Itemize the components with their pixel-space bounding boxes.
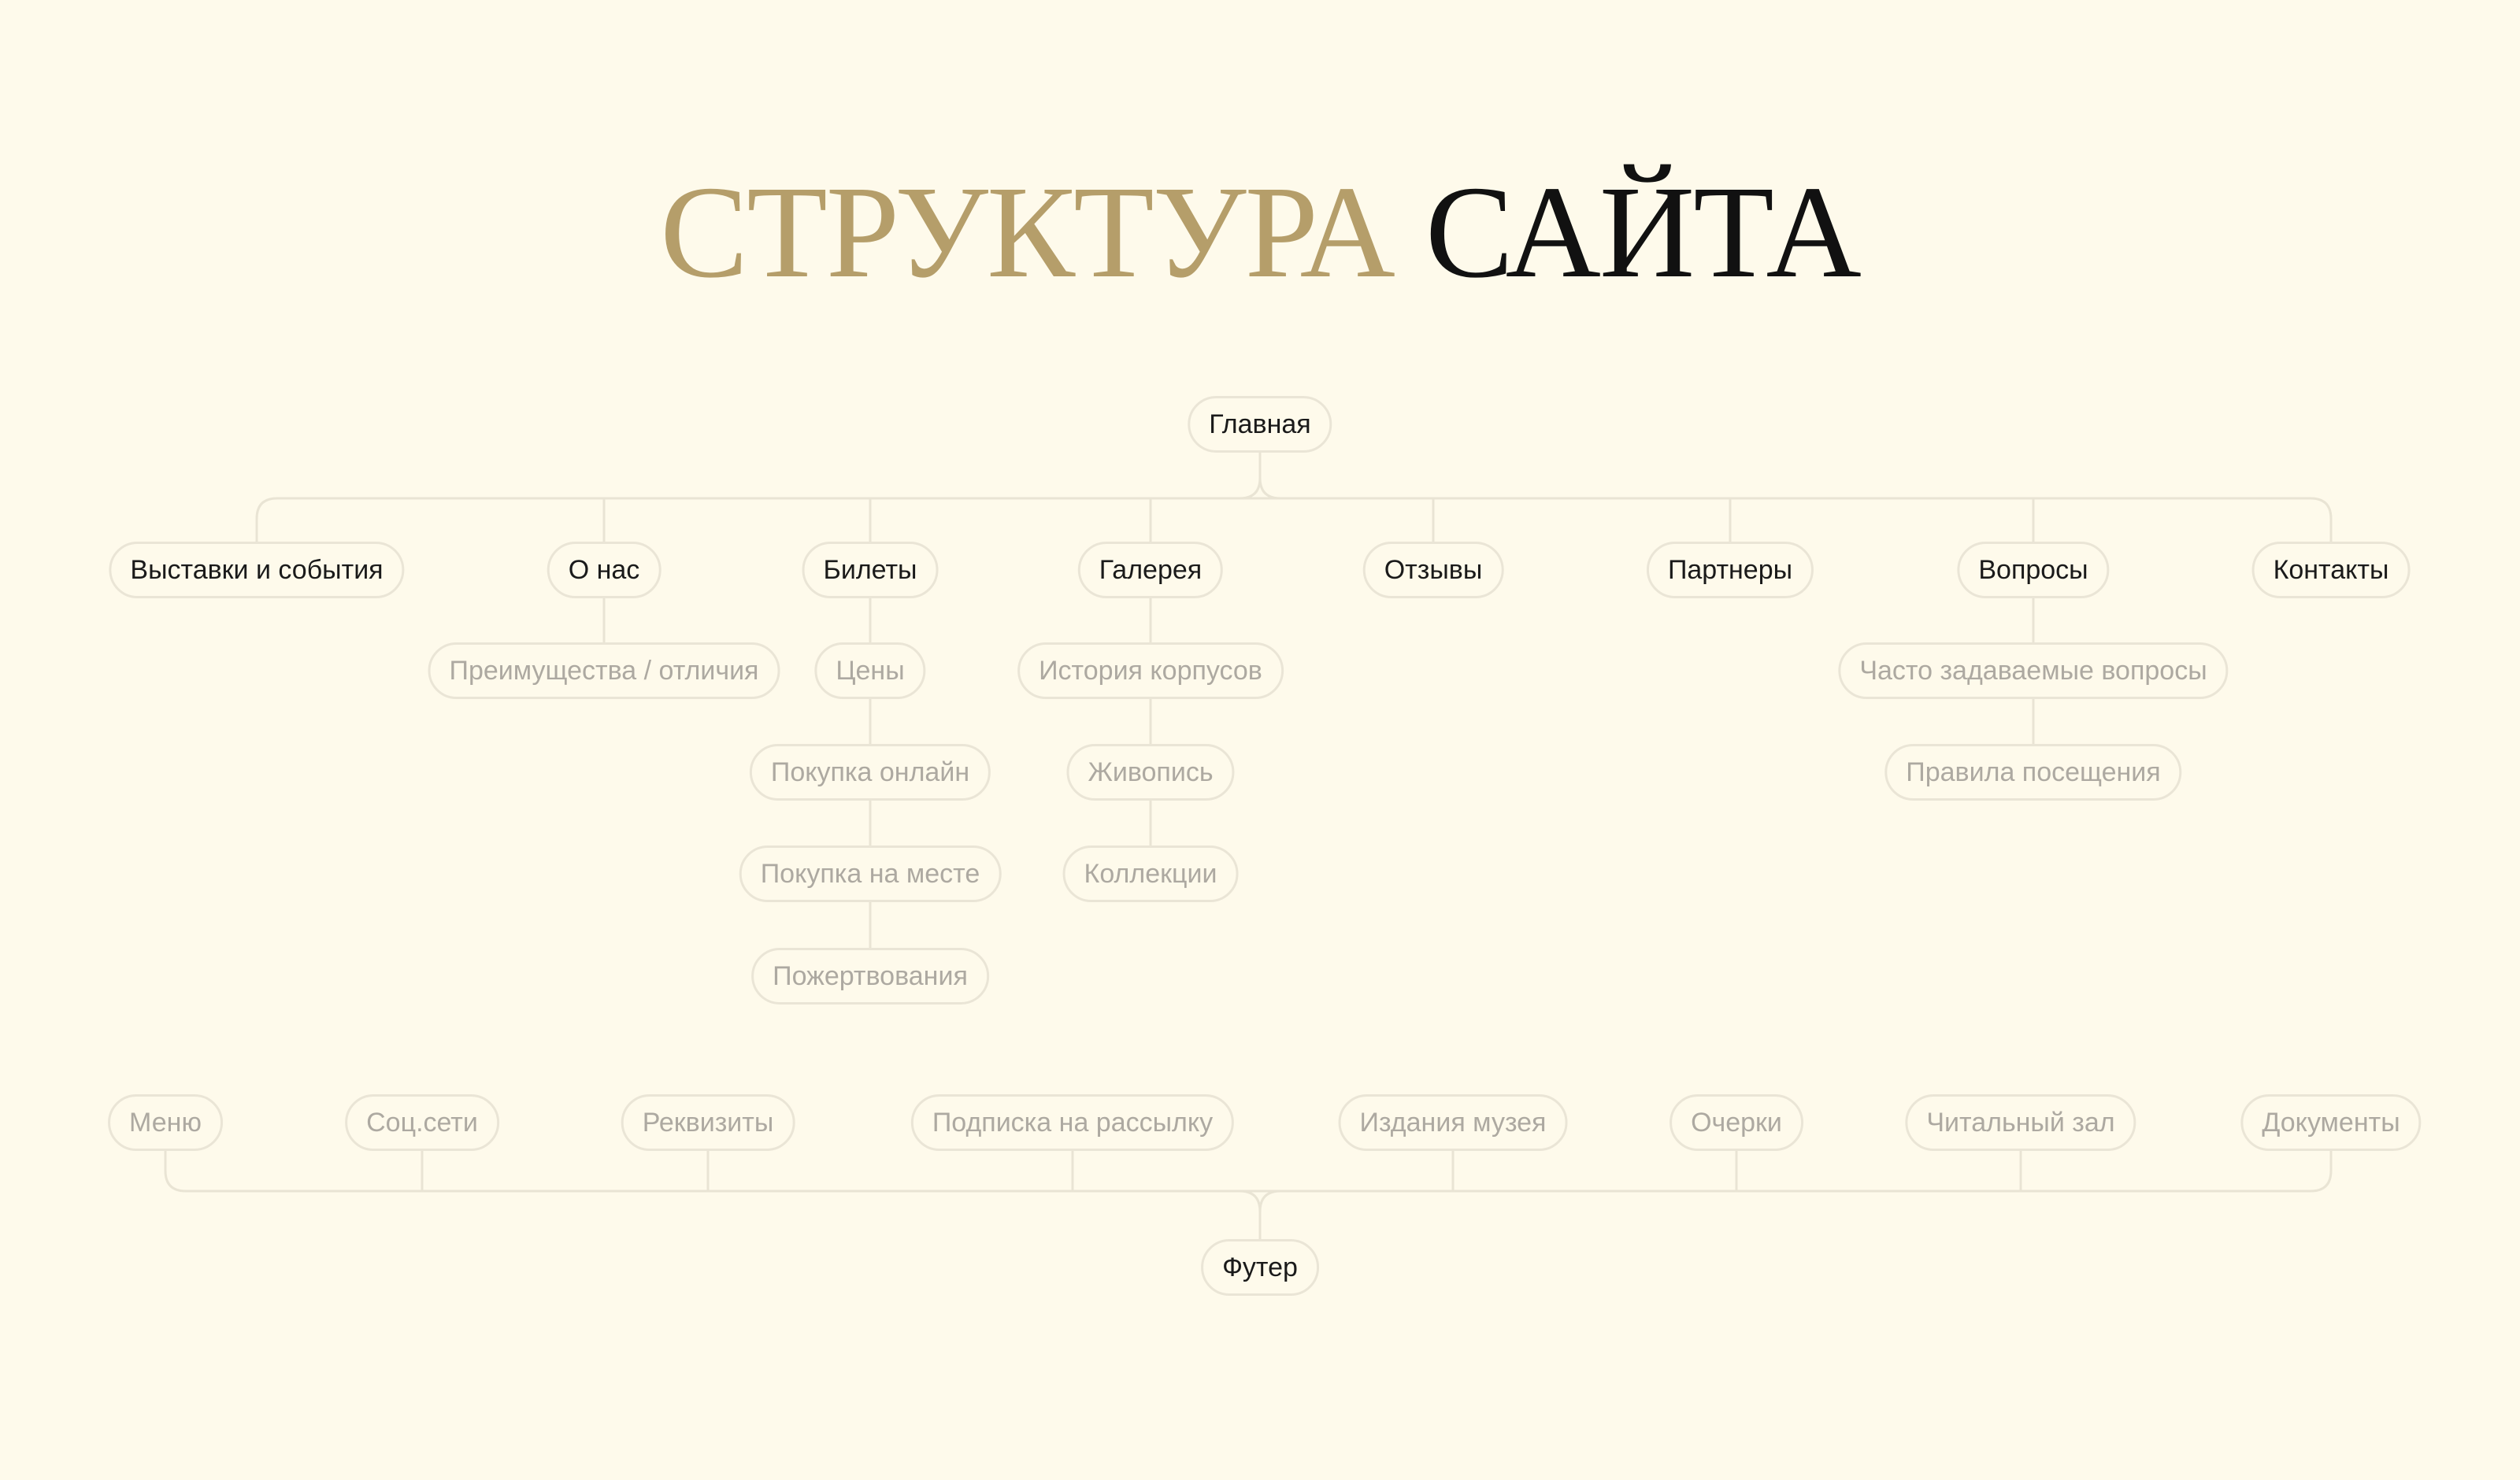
node-subpage: Правила посещения	[1884, 744, 2181, 801]
node-section: Контакты	[2252, 542, 2411, 598]
node-subpage: Преимущества / отличия	[428, 642, 780, 699]
node-footer-item: Читальный зал	[1905, 1094, 2136, 1151]
node-footer-item: Издания музея	[1339, 1094, 1568, 1151]
node-subpage: Покупка онлайн	[750, 744, 991, 801]
node-footer: Футер	[1201, 1239, 1319, 1296]
connector-line	[1240, 1191, 1260, 1239]
connector-line	[1260, 1191, 1280, 1212]
node-subpage: Цены	[814, 642, 925, 699]
node-section: Выставки и события	[109, 542, 404, 598]
node-footer-item: Документы	[2240, 1094, 2421, 1151]
title-dark: САЙТА	[1425, 159, 1860, 305]
node-root: Главная	[1188, 396, 1332, 453]
node-section: Вопросы	[1957, 542, 2109, 598]
node-subpage: Живопись	[1066, 744, 1234, 801]
node-section: Партнеры	[1647, 542, 1814, 598]
node-footer-item: Меню	[108, 1094, 223, 1151]
connector-line	[165, 1151, 2331, 1191]
node-subpage: История корпусов	[1017, 642, 1284, 699]
node-footer-item: Реквизиты	[621, 1094, 795, 1151]
title-accent: СТРУКТУРА	[660, 159, 1394, 305]
node-subpage: Пожертвования	[751, 948, 989, 1005]
node-section: Билеты	[802, 542, 939, 598]
node-subpage: Часто задаваемые вопросы	[1838, 642, 2228, 699]
node-section: Галерея	[1078, 542, 1223, 598]
node-footer-item: Очерки	[1670, 1094, 1803, 1151]
node-section: О нас	[547, 542, 662, 598]
node-subpage: Покупка на месте	[739, 845, 1002, 902]
node-section: Отзывы	[1363, 542, 1504, 598]
node-footer-item: Подписка на рассылку	[911, 1094, 1234, 1151]
node-subpage: Коллекции	[1063, 845, 1239, 902]
connector-line	[1260, 478, 1280, 498]
connector-line	[257, 498, 2331, 542]
connector-line	[1240, 453, 1260, 498]
node-footer-item: Соц.сети	[345, 1094, 499, 1151]
